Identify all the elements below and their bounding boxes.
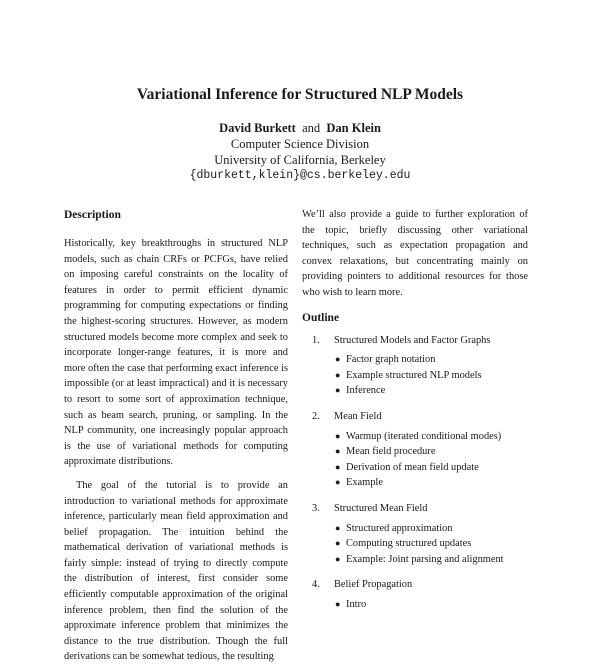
outline-subitem: ● Derivation of mean field update (322, 460, 528, 476)
bullet-icon: ● (335, 553, 341, 564)
author-name: David Burkett (219, 121, 296, 135)
bullet-icon: ● (335, 369, 341, 380)
right-column (302, 207, 528, 622)
outline-subitem: ● Example structured NLP models (322, 368, 528, 384)
outline-section (302, 333, 528, 399)
bullet-icon: ● (335, 477, 341, 488)
left-column (64, 207, 288, 665)
bullet-icon: ● (335, 385, 341, 396)
section-number: 4. (312, 579, 320, 591)
outline-section (302, 577, 528, 612)
author-conjunction: and (302, 121, 321, 135)
bullet-icon: ● (335, 430, 341, 441)
description-paragraph: Historically, key breakthroughs in structured NLP models, such as chain CRFs or PCFGs, have relied on imposing careful constraints on the locality of features in order to permit efficient dynamic programming for computing expectations or finding the highest-scoring structures. However, as modern structured models become more complex and seek to incorporate longer-range features, it is more and more often the case that performing exact inference is impossible (or at least impractical) and it is necessary to resort to some sort of approximation technique, such as beam search, pruning, or sampling. In the NLP community, one increasingly popular approach is the use of variational methods for computing approximate distributions. (64, 238, 288, 468)
bullet-icon: ● (335, 538, 341, 549)
description-paragraph: We’ll also provide a guide to further exploration of the topic, briefly discussing other variational techniques, such as expectation propagation and convex relaxations, but concentrating mainly on providing pointers to additional resources for those who wish to learn more. (302, 209, 528, 298)
outline-subitem: ● Warmup (iterated conditional modes) (322, 429, 528, 445)
paper-title: Variational Inference for Structured NLP Models (136, 86, 464, 103)
author-line (0, 120, 600, 136)
section-title: Mean Field (334, 410, 382, 422)
author-name: Dan Klein (326, 121, 381, 135)
outline-subitem: ● Example (322, 475, 528, 491)
section-title: Structured Models and Factor Graphs (334, 334, 491, 346)
outline-subitem: ● Example: Joint parsing and alignment (322, 552, 528, 568)
description-heading: Description (64, 209, 121, 221)
bullet-icon: ● (335, 598, 341, 609)
bullet-icon: ● (335, 354, 341, 365)
outline-subitem: ● Factor graph notation (322, 352, 528, 368)
author-block (0, 120, 600, 184)
outline-subitems (322, 597, 528, 613)
outline-subitem: ● Mean field procedure (322, 444, 528, 460)
outline-heading: Outline (302, 311, 340, 324)
outline-subitems (322, 429, 528, 491)
bullet-icon: ● (335, 522, 341, 533)
outline-subitem: ● Structured approximation (322, 521, 528, 537)
section-number: 3. (312, 502, 320, 514)
outline-section (302, 409, 528, 491)
outline-section (302, 501, 528, 567)
author-email: {dburkett,klein}@cs.berkeley.edu (189, 169, 411, 182)
bullet-icon: ● (335, 446, 341, 457)
section-title: Belief Propagation (334, 579, 413, 591)
affiliation-university: University of California, Berkeley (214, 153, 386, 167)
outline-subitem: ● Intro (322, 597, 528, 613)
outline-subitems (322, 352, 528, 399)
section-title: Structured Mean Field (334, 502, 428, 514)
outline-subitems (322, 521, 528, 568)
bullet-icon: ● (335, 461, 341, 472)
section-number: 2. (312, 410, 320, 422)
section-number: 1. (312, 334, 320, 346)
affiliation-dept: Computer Science Division (230, 137, 370, 151)
outline-subitem: ● Inference (322, 383, 528, 399)
outline-subitem: ● Computing structured updates (322, 536, 528, 552)
description-paragraph: The goal of the tutorial is to provide an introduction to variational methods for approximate inference, particularly mean field approximation and belief propagation. The intuition behind the mathematical derivation of variational methods is fairly simple: instead of trying to directly compute the distribution of interest, first consider some efficiently computable approximation of the original inference problem, then find the solution of the approximate inference problem that minimizes the distance to the true distribution. Though the full derivations can be somewhat tedious, the resulting (64, 479, 288, 663)
outline-list (302, 333, 528, 613)
